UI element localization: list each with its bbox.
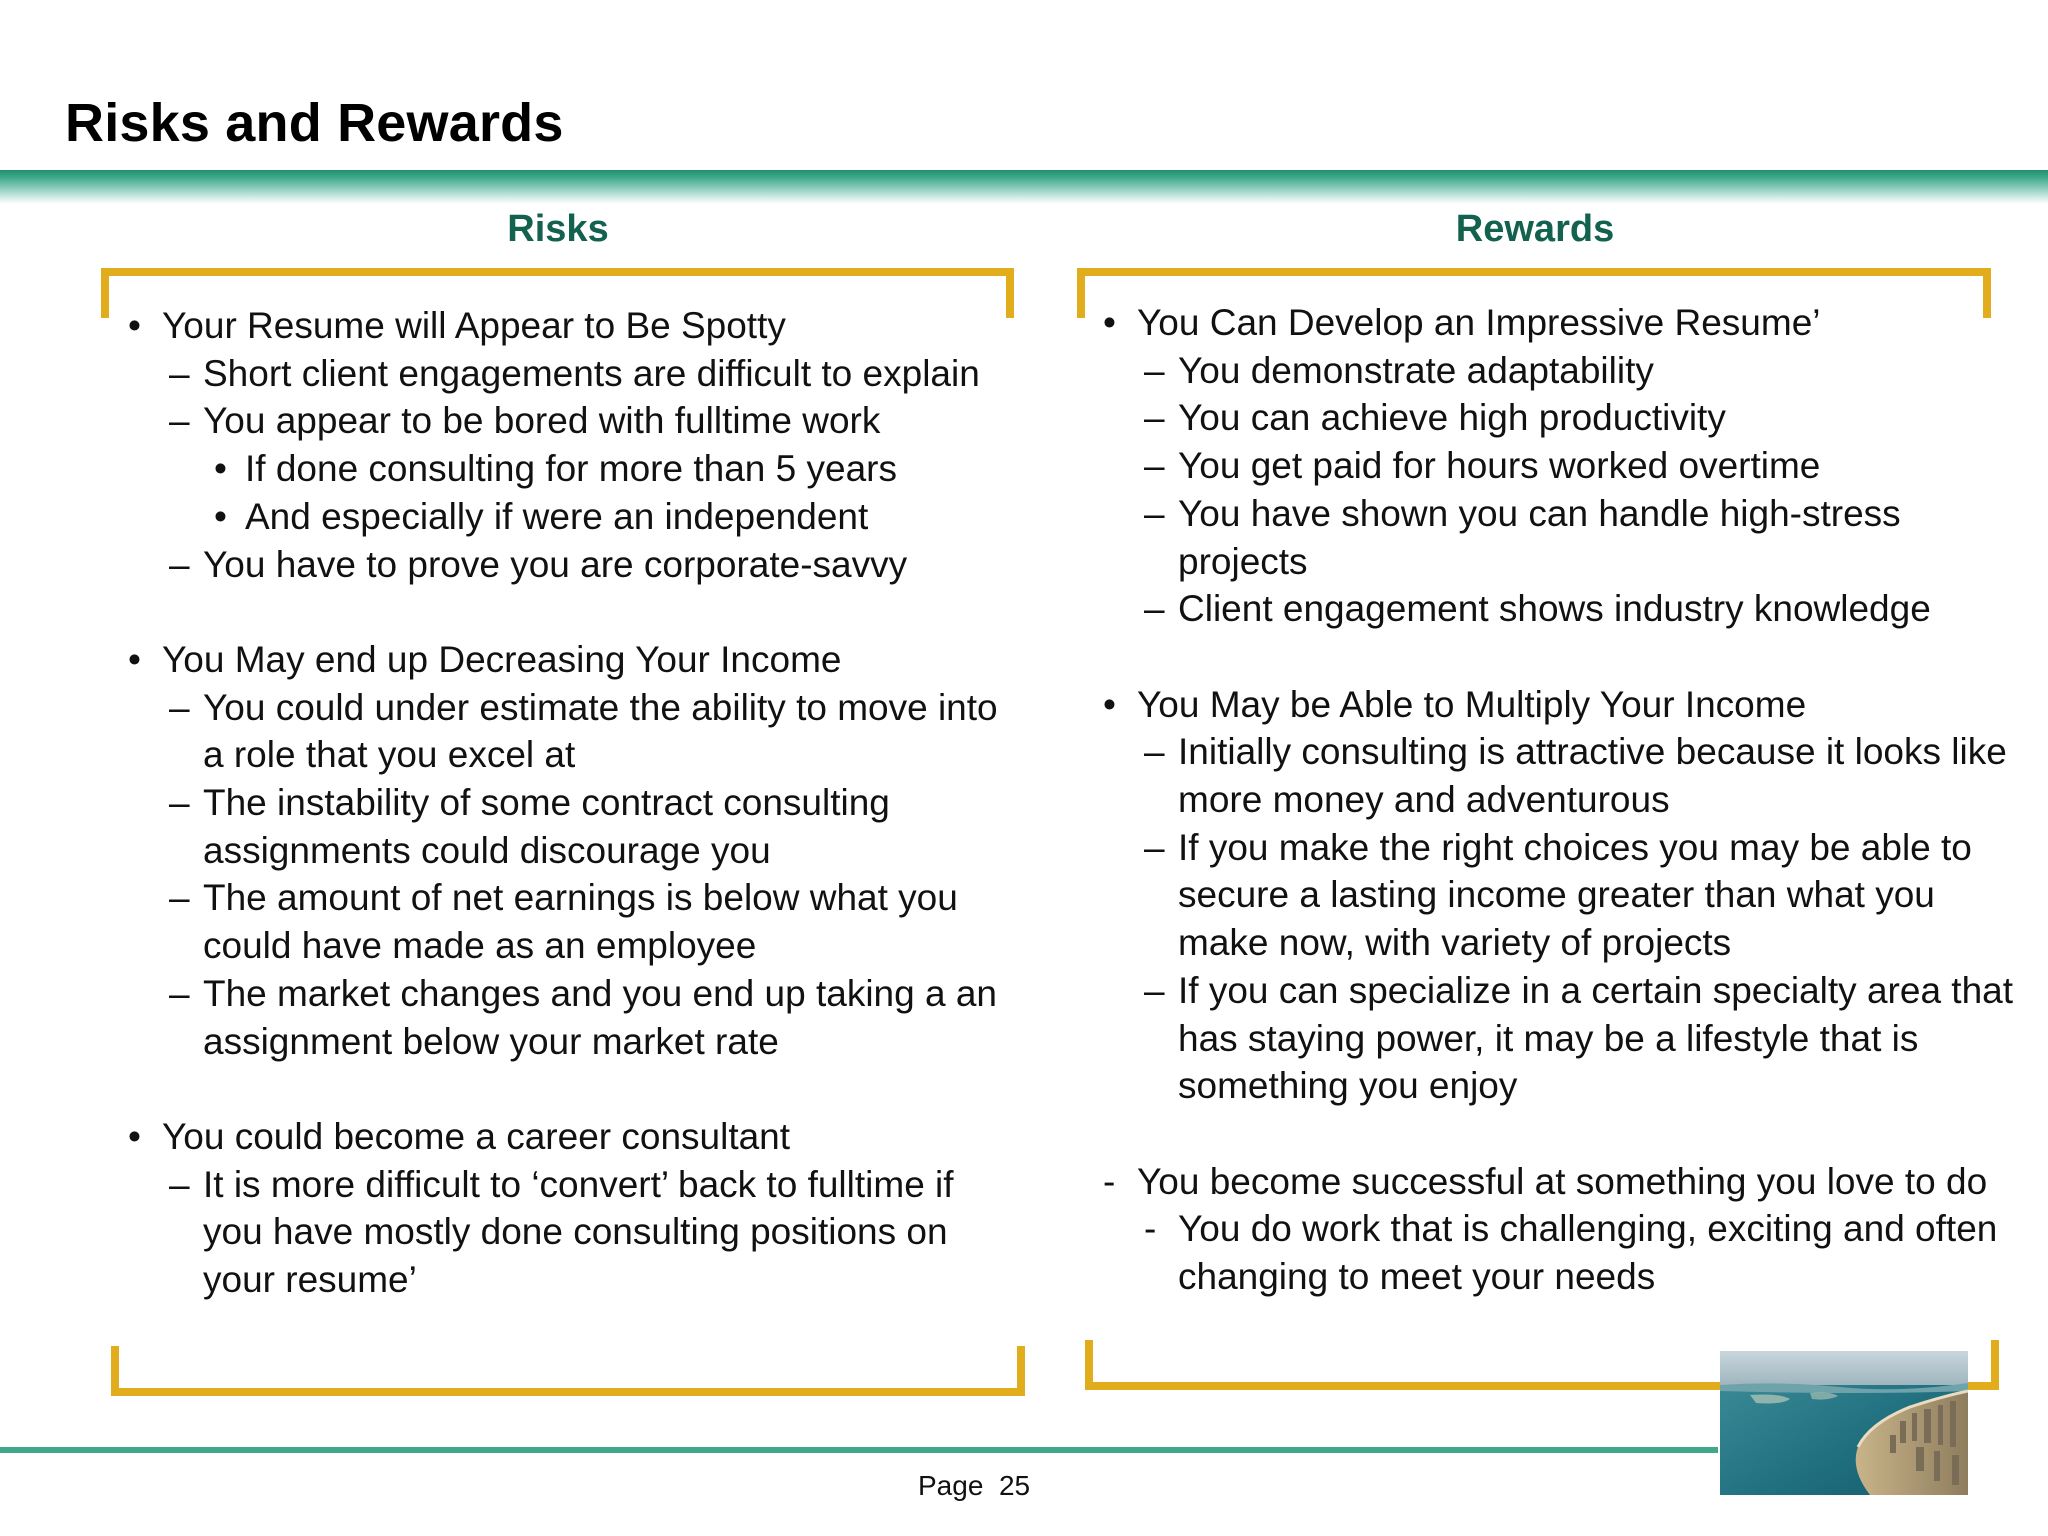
reward-subitem: – You demonstrate adaptability [1144,349,1654,391]
risk-subitem: – It is more difficult to ‘convert’ back to fulltime if you have mostly done consulting positions on your resume’ [169,1163,954,1301]
risks-column [128,302,1018,1304]
header-band [0,170,2048,204]
risk-subitem: – You could under estimate the ability to move into a role that you excel at [169,686,998,776]
reward-bullet: • You May be Able to Multiply Your Income [1103,683,1807,725]
risk-bullet: • You could become a career consultant [128,1115,791,1157]
reward-subitem: – You have shown you can handle high-stress projects [1144,492,1901,582]
risk-bullet: • You May end up Decreasing Your Income [128,638,842,680]
risk-subitem: – The market changes and you end up taking a an assignment below your market rate [169,972,997,1062]
reward-subitem: – Client engagement shows industry knowledge [1144,588,1931,630]
footer-line [0,1447,1718,1453]
reward-subitem: – If you make the right choices you may be able to secure a lasting income greater than what you make now, with variety of projects [1144,826,1972,964]
rewards-heading: Rewards [1455,208,1615,250]
risk-subsubitem: • If done consulting for more than 5 years [214,448,897,490]
risk-subsubitem: • And especially if were an independent [214,495,869,537]
reward-bullet: - You become successful at something you love to do [1103,1160,1988,1202]
risk-subitem: – The amount of net earnings is below what you could have made as an employee [169,877,958,967]
page-number: Page 25 [918,1470,1031,1501]
reward-subitem: - You do work that is challenging, exciting and often changing to meet your needs [1144,1208,1998,1298]
rewards-column [1103,299,2015,1301]
risk-subitem: – Short client engagements are difficult to explain [169,352,980,394]
risks-bracket-bottom [111,1346,1025,1396]
risk-bullet: • Your Resume will Appear to Be Spotty [128,305,786,346]
aerial-coastline-photo [1720,1351,1968,1495]
reward-subitem: – You can achieve high productivity [1144,397,1726,439]
reward-subitem: – Initially consulting is attractive because it looks like more money and adventurous [1144,731,2007,821]
risk-subitem: – You appear to be bored with fulltime work [169,400,881,442]
risks-heading: Risks [507,208,609,250]
slide-title: Risks and Rewards [65,93,564,153]
reward-subitem: – You get paid for hours worked overtime [1144,445,1821,487]
reward-bullet: • You Can Develop an Impressive Resume’ [1103,302,1821,343]
reward-subitem: – If you can specialize in a certain specialty area that has staying power, it may be a lifestyle that is something you enjoy [1144,969,2014,1107]
risk-subitem: – You have to prove you are corporate-savvy [169,543,908,585]
risk-subitem: – The instability of some contract consulting assignments could discourage you [169,782,890,871]
